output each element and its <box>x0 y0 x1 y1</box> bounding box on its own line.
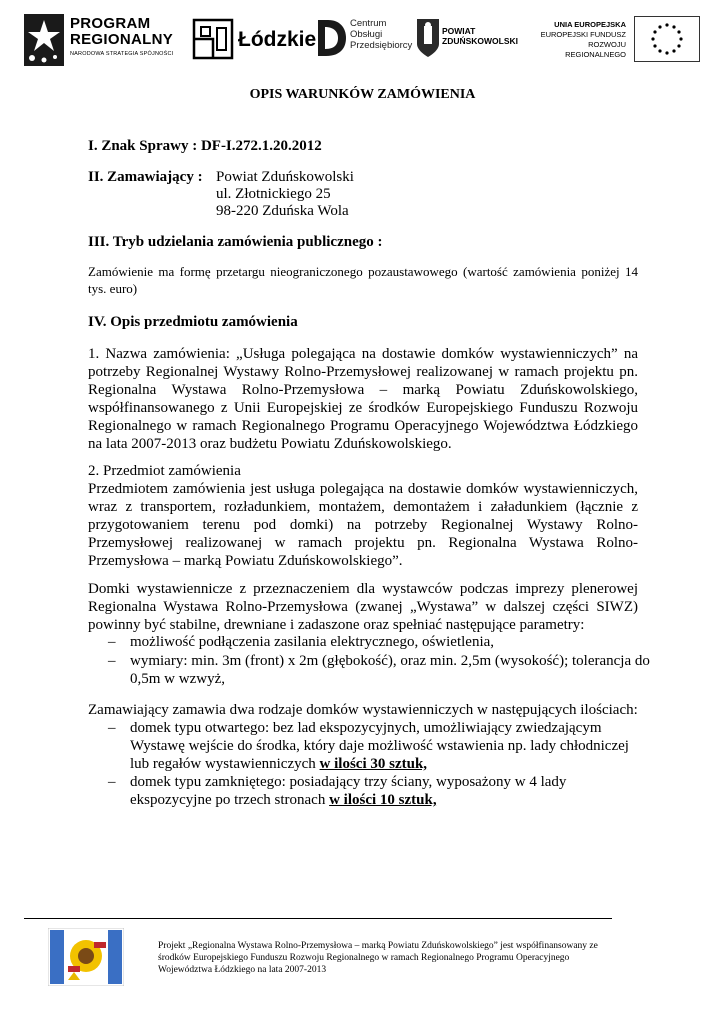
bullet-3-line-3-text: lub regałów wystawienniczych <box>130 756 320 772</box>
powiat-line1: POWIAT <box>442 26 476 36</box>
eu-line3: ROZWOJU REGIONALNEGO <box>565 40 626 59</box>
cop-text <box>350 18 412 51</box>
powiat-line2: ZDUŃSKOWOLSKI <box>442 36 519 46</box>
powiat-logo <box>416 14 526 64</box>
powiat-crest-icon <box>416 18 440 58</box>
footer-line2: środków Europejskiego Funduszu Rozwoju Regionalnego w ramach Regionalnego Programu Operacyjnego <box>158 953 570 963</box>
cop-emblem-icon <box>314 16 348 60</box>
contracting-authority-city: 98-220 Zduńska Wola <box>216 203 349 219</box>
bullet-4-line-2 <box>130 791 437 809</box>
lodzkie-emblem-icon <box>192 18 234 60</box>
pr-line1: PROGRAM <box>70 15 151 32</box>
header-logos <box>24 12 704 68</box>
footer-line3: Województwa Łódzkiego na lata 2007-2013 <box>158 965 327 975</box>
section-1-case-number: I. Znak Sprawy : DF-I.272.1.20.2012 <box>88 138 322 154</box>
program-regionalny-logo <box>24 14 184 66</box>
bullet-4-line-1: domek typu zamkniętego: posiadający trzy ściany, wyposażony w 4 lady <box>130 774 567 790</box>
paragraph-3: Domki wystawiennicze z przeznaczeniem dla wystawców podczas imprezy plenerowej Regionalna Wystawa Rolno-Przemysłowa (zwanej „Wystawa” w dalszej części SIWZ) powinny być stabilne, drewniane i zadaszone oraz spełniać następujące parametry: <box>88 581 638 633</box>
section-2-label: II. Zamawiający : <box>88 169 203 185</box>
paragraph-4: Zamawiający zamawia dwa rodzaje domków wystawienniczych w następujących ilościach: <box>88 702 638 718</box>
bullet-4-line-2-text: ekspozycyjne po trzech stronach <box>130 792 330 808</box>
pr-subtitle: NARODOWA STRATEGIA SPÓJNOŚCI <box>70 51 174 57</box>
powiat-text <box>442 26 518 46</box>
section-3-text: Zamówienie ma formę przetargu nieograniczonego pozaustawowego (wartość zamówienia poniżej 14 tys. euro) <box>88 264 638 296</box>
cop-line1: Centrum <box>350 18 387 29</box>
paragraph-1: 1. Nazwa zamówienia: „Usługa polegająca na dostawie domków wystawienniczych” na potrzeby Regionalnej Wystawy Rolno-Przemysłowej realizowanej w ramach projektu pn. Regionalna Wystawa Rolno-Przemysłowa – marką Powiatu Zduńskowolskiego, współfinansowanego z Unii Europejskiej ze środków Europejskiego Funduszu Rozwoju Regionalnego w ramach Regionalnego Programu Operacyjnego Województwa Łódzkiego na lata 2007-2013 oraz budżetu Powiatu Zduńskowolskiego. <box>88 346 638 452</box>
section-3-heading: III. Tryb udzielania zamówienia publicznego : <box>88 234 383 250</box>
bullet-3-line-2: Wystawę wejście do środka, który daje możliwość wstawienia np. lady chłodniczej <box>130 738 629 754</box>
bullet-1: możliwość podłączenia zasilania elektrycznego, oświetlenia, <box>130 634 495 650</box>
footer-text <box>158 940 628 976</box>
bullet-2-line-1: wymiary: min. 3m (front) x 2m (głębokość), oraz min. 2,5m (wysokość); tolerancja do <box>130 653 650 669</box>
bullet-2-line-2: 0,5m w wzwyż, <box>130 671 225 687</box>
bullet-3-line-1: domek typu otwartego: bez lad ekspozycyjnych, umożliwiający zwiedzającym <box>130 720 602 736</box>
bullet-dash: – <box>108 653 116 669</box>
lodzkie-logo <box>192 18 317 60</box>
bullet-dash: – <box>108 634 116 650</box>
eu-line1: UNIA EUROPEJSKA <box>554 20 626 29</box>
lodzkie-text: Łódzkie <box>238 28 317 51</box>
program-regionalny-title <box>70 16 173 48</box>
contracting-authority-name: Powiat Zduńskowolski <box>216 169 354 185</box>
quantity-closed-type: w ilości 10 sztuk, <box>329 792 437 808</box>
eu-flag-icon <box>634 16 700 62</box>
section-4-heading: IV. Opis przedmiotu zamówienia <box>88 314 298 330</box>
quantity-open-type: w ilości 30 sztuk, <box>319 756 428 772</box>
cop-logo <box>314 16 413 62</box>
bullet-3-line-3 <box>130 755 427 773</box>
eu-line2: EUROPEJSKI FUNDUSZ <box>540 30 626 39</box>
cop-line2: Obsługi <box>350 29 383 40</box>
footer-project-logo <box>48 928 124 986</box>
paragraph-2-title: 2. Przedmiot zamówienia <box>88 463 241 479</box>
pr-line2: REGIONALNY <box>70 31 174 48</box>
document-title: OPIS WARUNKÓW ZAMÓWIENIA <box>249 87 476 102</box>
contracting-authority-street: ul. Złotnickiego 25 <box>216 186 331 202</box>
footer-line1: Projekt „Regionalna Wystawa Rolno-Przemysłowa – marką Powiatu Zduńskowolskiego” jest współfinansowany ze <box>158 941 598 951</box>
paragraph-2: Przedmiotem zamówienia jest usługa polegająca na dostawie domków wystawienniczych, wraz z transportem, rozładunkiem, montażem, demontażem i załadunkiem (łącznie z przygotowaniem terenu pod domki) na potrzeby Regionalnej Wystawy Rolno-Przemysłowej realizowanej w ramach projektu pn. Regionalna Wystawa Rolno-Przemysłowa – marką Powiatu Zduńskowolskiego”. <box>88 481 638 569</box>
bullet-dash: – <box>108 720 116 736</box>
eu-text <box>530 20 626 60</box>
footer-divider <box>24 918 612 919</box>
eu-logo <box>530 16 704 64</box>
star-figure-icon <box>24 14 64 66</box>
cop-line3: Przedsiębiorcy <box>350 40 413 51</box>
bullet-dash: – <box>108 774 116 790</box>
